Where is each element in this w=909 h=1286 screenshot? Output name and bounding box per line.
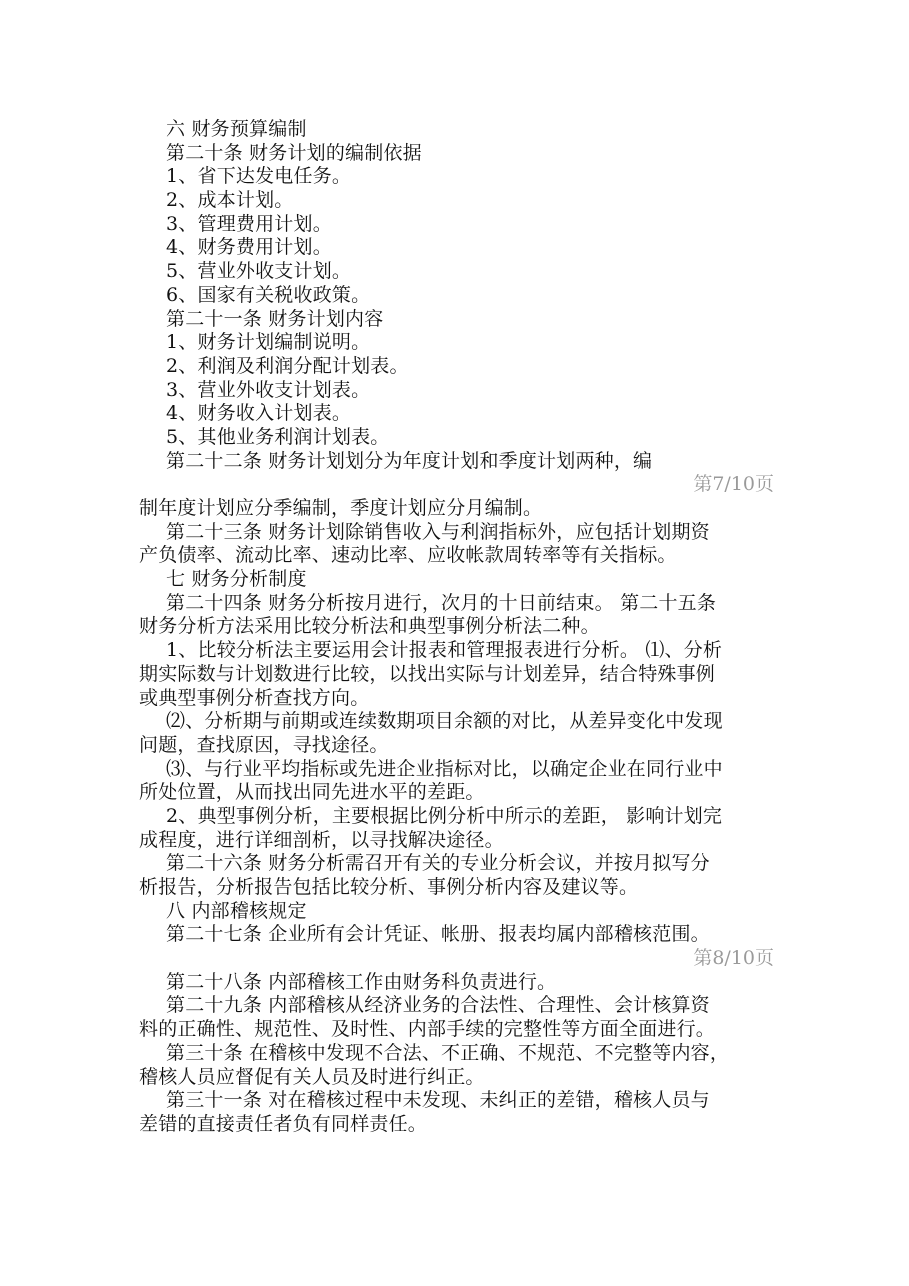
text-line: 六 财务预算编制 bbox=[166, 118, 307, 140]
text-line: 成程度，进行详细剖析，以寻找解决途径。 bbox=[139, 828, 504, 851]
document-page bbox=[139, 118, 773, 1137]
text-line: 料的正确性、规范性、及时性、内部手续的完整性等方面全面进行。 bbox=[139, 1018, 716, 1041]
text-line: 第二十四条 财务分析按月进行，次月的十日前结束。 第二十五条 bbox=[166, 591, 717, 614]
text-line: 或典型事例分析查找方向。 bbox=[139, 686, 370, 709]
text-line: 第三十一条 对在稽核过程中未发现、未纠正的差错，稽核人员与 bbox=[166, 1089, 710, 1112]
text-line: 2、成本计划。 bbox=[166, 189, 294, 212]
text-line: 析报告，分析报告包括比较分析、事例分析内容及建议等。 bbox=[139, 876, 639, 898]
text-line: 1、财务计划编制说明。 bbox=[166, 331, 371, 354]
text-line: 6、国家有关税收政策。 bbox=[166, 283, 371, 306]
text-line: 1、比较分析法主要运用会计报表和管理报表进行分析。 ⑴、分析 bbox=[166, 639, 723, 662]
text-line: 2、利润及利润分配计划表。 bbox=[166, 354, 409, 377]
text-line: 制年度计划应分季编制，季度计划应分月编制。 bbox=[139, 497, 543, 519]
text-line: 问题，查找原因，寻找途径。 bbox=[139, 733, 389, 756]
text-line: 八 内部稽核规定 bbox=[166, 899, 307, 922]
text-line: ⑵、分析期与前期或连续数期项目余额的对比，从差异变化中发现 bbox=[166, 710, 723, 733]
text-line: 第二十七条 企业所有会计凭证、帐册、报表均属内部稽核范围。 bbox=[166, 923, 710, 946]
text-line: 第二十二条 财务计划划分为年度计划和季度计划两种，编 bbox=[166, 449, 653, 472]
text-line: 4、财务费用计划。 bbox=[166, 236, 332, 259]
text-line: 第二十八条 内部稽核工作由财务科负责进行。 bbox=[166, 970, 557, 993]
text-line: 3、营业外收支计划表。 bbox=[166, 378, 371, 401]
text-line: 第二十条 财务计划的编制依据 bbox=[166, 141, 422, 164]
text-line: 3、管理费用计划。 bbox=[166, 212, 332, 235]
text-line: 财务分析方法采用比较分析法和典型事例分析法二种。 bbox=[139, 615, 600, 638]
text-line: 期实际数与计划数进行比较，以找出实际与计划差异，结合特殊事例 bbox=[139, 662, 716, 685]
text-line: 5、营业外收支计划。 bbox=[166, 260, 352, 283]
text-line: 2、典型事例分析，主要根据比例分析中所示的差距， 影响计划完 bbox=[166, 804, 723, 827]
text-line: 4、财务收入计划表。 bbox=[166, 402, 352, 425]
text-line: 产负债率、流动比率、速动比率、应收帐款周转率等有关指标。 bbox=[139, 544, 677, 567]
page-number: 第7/10页 bbox=[693, 473, 774, 496]
page-number: 第8/10页 bbox=[693, 947, 774, 970]
text-line: 七 财务分析制度 bbox=[166, 568, 307, 591]
text-line: 第三十条 在稽核中发现不合法、不正确、不规范、不完整等内容， bbox=[166, 1041, 730, 1064]
text-line: 1、省下达发电任务。 bbox=[166, 165, 352, 188]
text-line: ⑶、与行业平均指标或先进企业指标对比，以确定企业在同行业中 bbox=[166, 757, 723, 780]
text-line: 第二十三条 财务计划除销售收入与利润指标外，应包括计划期资 bbox=[166, 520, 710, 543]
text-line: 所处位置，从而找出同先进水平的差距。 bbox=[139, 781, 485, 804]
text-line: 第二十一条 财务计划内容 bbox=[166, 307, 384, 330]
text-line: 稽核人员应督促有关人员及时进行纠正。 bbox=[139, 1065, 485, 1088]
text-line: 第二十六条 财务分析需召开有关的专业分析会议，并按月拟写分 bbox=[166, 852, 710, 875]
text-line: 第二十九条 内部稽核从经济业务的合法性、合理性、会计核算资 bbox=[166, 994, 710, 1017]
text-line: 5、其他业务利润计划表。 bbox=[166, 425, 390, 448]
text-line: 差错的直接责任者负有同样责任。 bbox=[139, 1112, 428, 1135]
